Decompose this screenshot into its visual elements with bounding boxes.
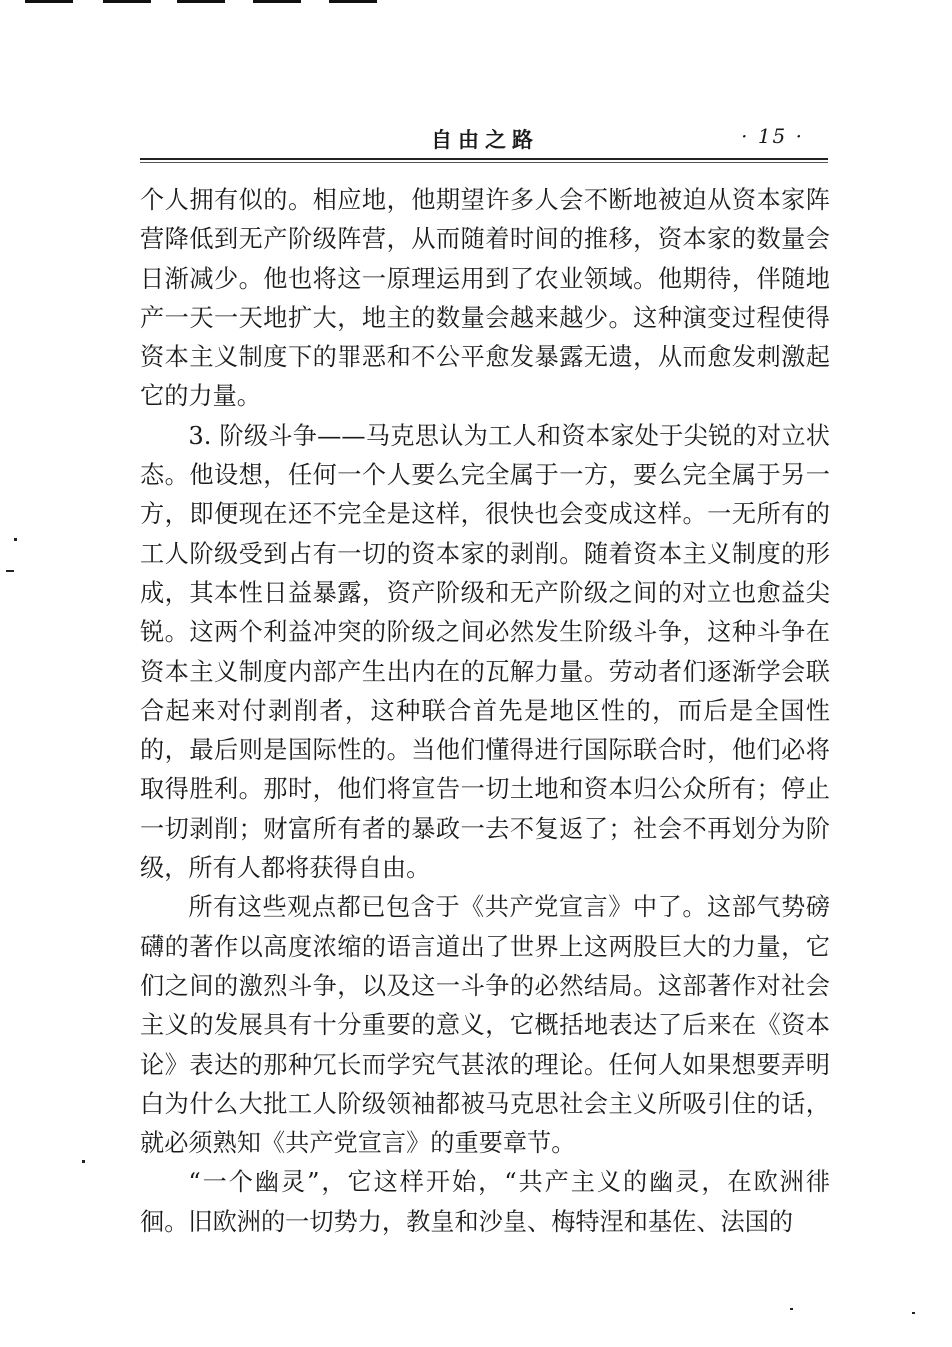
header-rule-thin: [140, 162, 828, 163]
scan-speck: [82, 1160, 85, 1163]
paragraph: 个人拥有似的。相应地，他期望许多人会不断地被迫从资本家阵营降低到无产阶级阵营，从而随着时间的推移，资本家的数量会日渐减少。他也将这一原理运用到了农业领域。他期待，伴随地产一天一天地扩大，地主的数量会越来越少。这种演变过程使得资本主义制度下的罪恶和不公平愈发暴露无遗，从而愈发刺激起它的力量。: [140, 186, 830, 411]
paragraph: 3. 阶级斗争——马克思认为工人和资本家处于尖锐的对立状态。他设想，任何一个人要么完全属于一方，要么完全属于另一方，即便现在还不完全是这样，很快也会变成这样。一无所有的工人阶级受到占有一切的资本家的剥削。随着资本主义制度的形成，其本性日益暴露，资产阶级和无产阶级之间的对立也愈益尖锐。这两个利益冲突的阶级之间必然发生阶级斗争，这种斗争在资本主义制度内部产生出内在的瓦解力量。劳动者们逐渐学会联合起来对付剥削者，这种联合首先是地区性的，而后是全国性的，最后则是国际性的。当他们懂得进行国际联合时，他们必将取得胜利。那时，他们将宣告一切土地和资本归公众所有；停止一切剥削；财富所有者的暴政一去不复返了；社会不再划分为阶级，所有人都将获得自由。: [140, 421, 830, 883]
header-rule: [140, 158, 828, 160]
page-number: · 15 ·: [741, 124, 804, 148]
body-text: [140, 181, 830, 1242]
scan-speck: [912, 1312, 915, 1314]
scan-speck: [14, 538, 17, 541]
scan-speck: [790, 1308, 793, 1310]
paragraph: “一个幽灵”，它这样开始，“共产主义的幽灵，在欧洲徘徊。旧欧洲的一切势力，教皇和沙皇、梅特涅和基佐、法国的: [140, 1168, 830, 1236]
scan-edge-marks: [25, 0, 385, 6]
scan-speck: [6, 570, 14, 572]
running-head: [140, 122, 830, 158]
paragraph: 所有这些观点都已包含于《共产党宣言》中了。这部气势磅礴的著作以高度浓缩的语言道出了世界上这两股巨大的力量，它们之间的激烈斗争，以及这一斗争的必然结局。这部著作对社会主义的发展具有十分重要的意义，它概括地表达了后来在《资本论》表达的那种冗长而学究气甚浓的理论。任何人如果想要弄明白为什么大批工人阶级领袖都被马克思社会主义所吸引住的话，就必须熟知《共产党宣言》的重要章节。: [140, 893, 830, 1158]
running-head-title: 自由之路: [431, 127, 539, 152]
